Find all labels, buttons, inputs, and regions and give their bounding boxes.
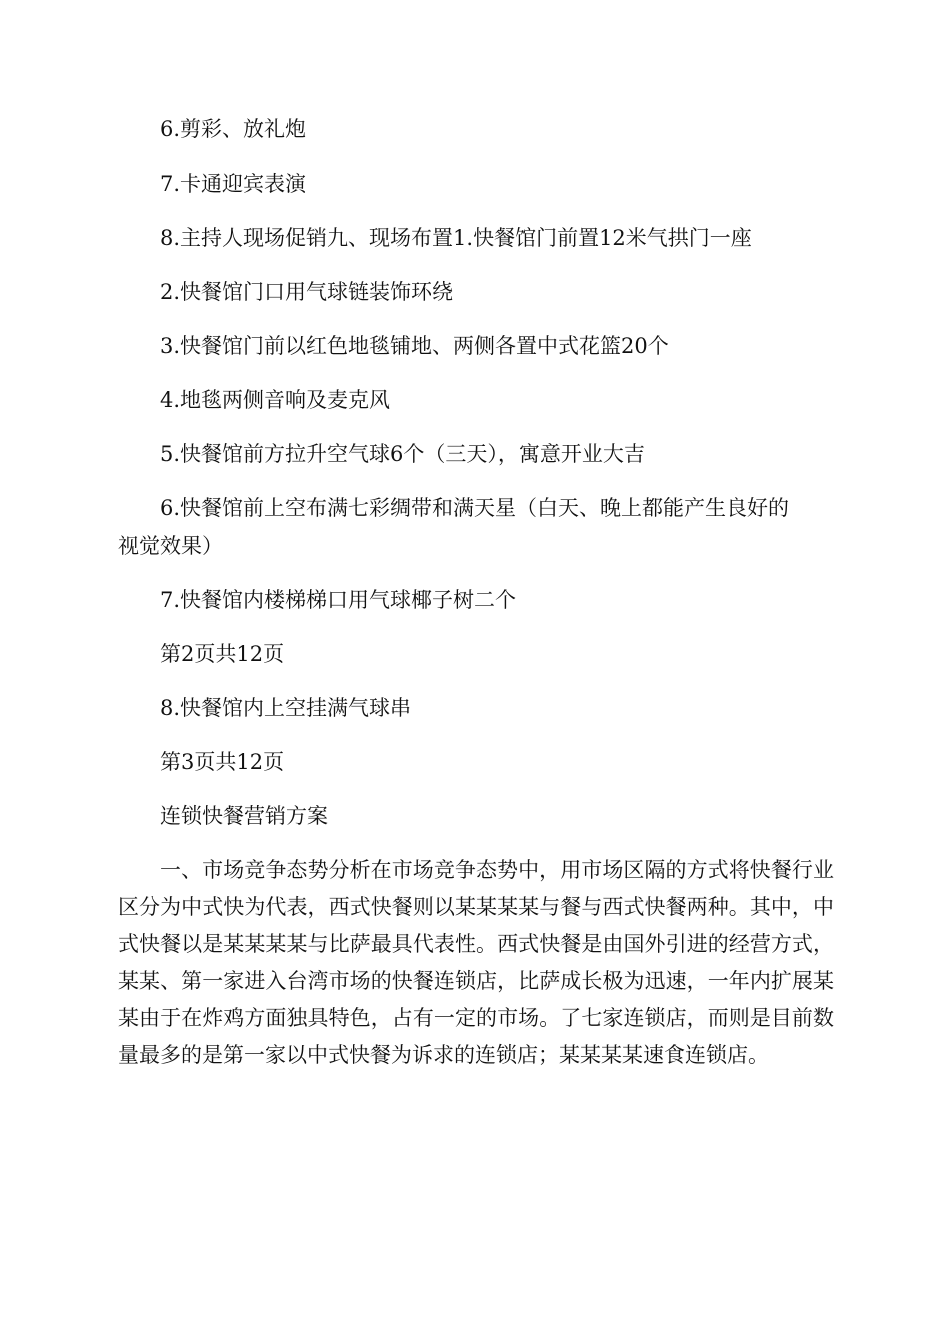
- list-item-cut-ribbon: 6.剪彩、放礼炮: [160, 117, 307, 141]
- page-marker: 第2页共12页: [160, 642, 285, 666]
- list-item-ribbons-line2: 视觉效果）: [118, 534, 223, 558]
- section-title: 连锁快餐营销方案: [160, 804, 328, 828]
- list-item-red-carpet: 3.快餐馆门前以红色地毯铺地、两侧各置中式花篮20个: [160, 334, 669, 358]
- list-item-coconut-tree: 7.快餐馆内楼梯梯口用气球椰子树二个: [160, 588, 517, 612]
- list-item-host-promotion: 8.主持人现场促销九、现场布置1.快餐馆门前置12米气拱门一座: [160, 226, 752, 250]
- list-item-balloons: 5.快餐馆前方拉升空气球6个（三天），寓意开业大吉: [160, 442, 645, 466]
- list-item-ribbons-line1: 6.快餐馆前上空布满七彩绸带和满天星（白天、晚上都能产生良好的: [160, 496, 790, 520]
- page-marker: 第3页共12页: [160, 750, 285, 774]
- list-item-balloon-strings: 8.快餐馆内上空挂满气球串: [160, 696, 412, 720]
- body-paragraph: 一、市场竞争态势分析在市场竞争态势中，用市场区隔的方式将快餐行业区分为中式快为代表，西式快餐则以某某某某与餐与西式快餐两种。其中，中式快餐以是某某某某与比萨最具代表性。西式快餐是由国外引进的经营方式，某某、第一家进入台湾市场的快餐连锁店，比萨成长极为迅速，一年内扩展某某由于在炸鸡方面独具特色，占有一定的市场。了七家连锁店，而则是目前数量最多的是第一家以中式快餐为诉求的连锁店；某某某某速食连锁店。: [118, 858, 834, 1067]
- list-item-cartoon-show: 7.卡通迎宾表演: [160, 172, 307, 196]
- list-item-audio: 4.地毯两侧音响及麦克风: [160, 388, 391, 412]
- list-item-balloon-chain: 2.快餐馆门口用气球链装饰环绕: [160, 280, 454, 304]
